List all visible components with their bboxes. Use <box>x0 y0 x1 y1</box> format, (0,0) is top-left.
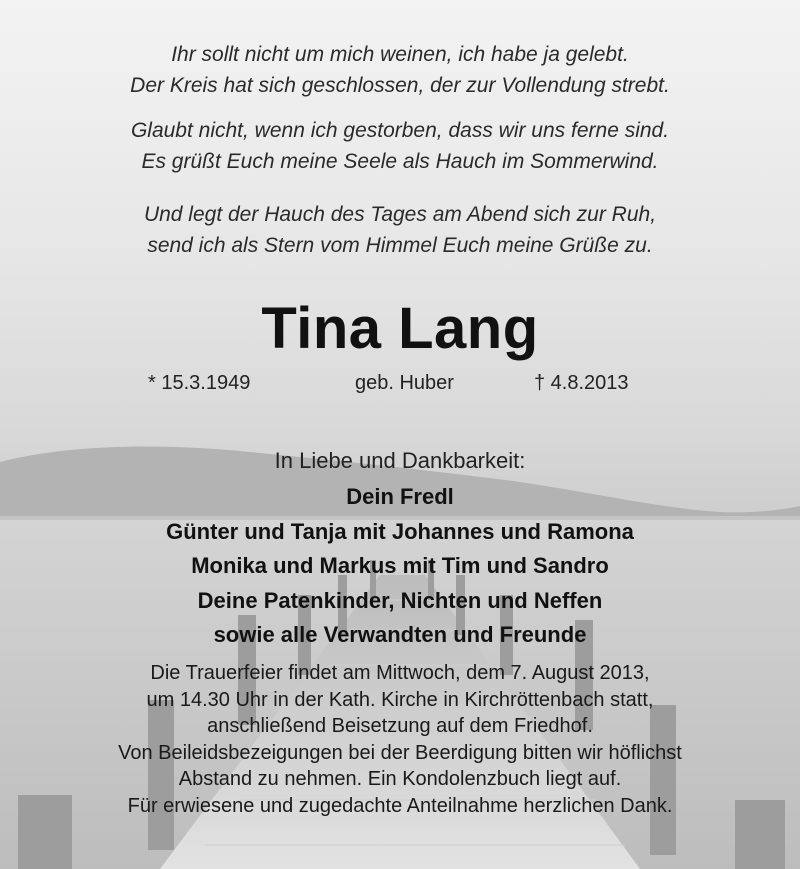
poem-line: send ich als Stern vom Himmel Euch meine Grüße zu. <box>147 234 653 257</box>
info-line: Die Trauerfeier findet am Mittwoch, dem 7. August 2013, <box>150 662 650 684</box>
info-line: Abstand zu nehmen. Ein Kondolenzbuch liegt auf. <box>178 768 622 790</box>
poem-line: Der Kreis hat sich geschlossen, der zur Vollendung strebt. <box>130 74 670 97</box>
poem-line: Es grüßt Euch meine Seele als Hauch im Sommerwind. <box>141 150 659 173</box>
info-line: um 14.30 Uhr in der Kath. Kirche in Kirchröttenbach statt, <box>146 688 654 711</box>
deceased-name: Tina Lang <box>261 296 539 361</box>
mourner-line: sowie alle Verwandten und Freunde <box>213 622 587 647</box>
thanks-intro: In Liebe und Dankbarkeit: <box>274 448 526 473</box>
mourner-line: Günter und Tanja mit Johannes und Ramona <box>166 518 634 544</box>
poem-stanza-1 <box>0 39 800 101</box>
poem-line: Ihr sollt nicht um mich weinen, ich habe ja gelebt. <box>171 43 629 66</box>
mourner-line: Deine Patenkinder, Nichten und Neffen <box>197 587 603 613</box>
poem-line: Und legt der Hauch des Tages am Abend sich zur Ruh, <box>143 203 657 226</box>
poem-line: Glaubt nicht, wenn ich gestorben, dass wir uns ferne sind. <box>130 119 670 142</box>
maiden-name: geb. Huber <box>355 372 454 394</box>
birth-date: * 15.3.1949 <box>148 372 251 394</box>
mourner-line: Dein Fredl <box>346 484 454 509</box>
mourner-line: Monika und Markus mit Tim und Sandro <box>191 553 609 578</box>
poem-stanza-2 <box>0 115 800 177</box>
poem-stanza-3 <box>0 199 800 261</box>
funeral-info <box>0 660 800 819</box>
info-line: Von Beileidsbezeigungen bei der Beerdigung bitten wir höflichst <box>118 741 682 764</box>
info-line: Für erwiesene und zugedachte Anteilnahme herzlichen Dank. <box>127 794 673 817</box>
mourners-list <box>0 480 800 653</box>
info-line: anschließend Beisetzung auf dem Friedhof. <box>207 715 593 737</box>
death-date: † 4.8.2013 <box>534 372 629 394</box>
